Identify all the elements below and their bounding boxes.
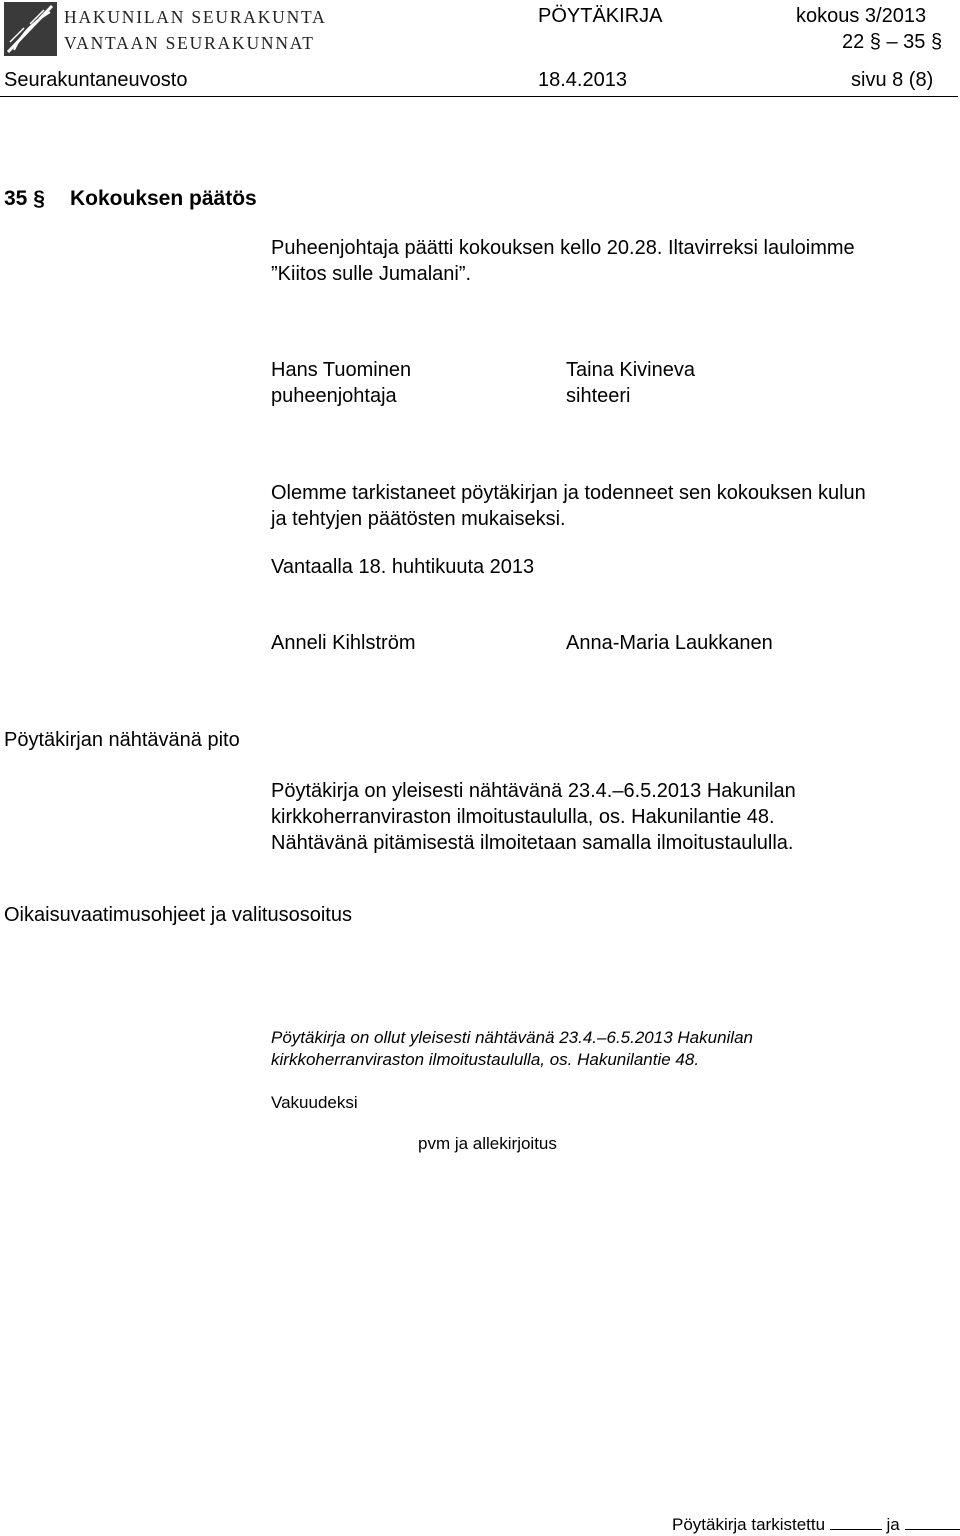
display-line: kirkkoherranviraston ilmoitustaululla, os. Hakunilantie 48. [271,806,775,828]
appeal-heading: Oikaisuvaatimusohjeet ja valitusosoitus [4,904,352,926]
org-name-line1: HAKUNILAN SEURAKUNTA [64,7,327,27]
display-line: Nähtävänä pitämisestä ilmoitetaan samalla ilmoitustaululla. [271,832,794,854]
and-label: ja [886,1515,900,1534]
section-number: 35 § [4,187,45,210]
verification-line: Olemme tarkistaneet pöytäkirjan ja todenneet sen kokouksen kulun [271,482,866,504]
display-certificate [271,1027,753,1071]
display-heading: Pöytäkirjan nähtävänä pito [4,729,240,751]
chair-role: puheenjohtaja [271,385,397,407]
church-logo-icon [4,2,57,56]
governing-body: Seurakuntaneuvosto [4,69,188,91]
display-text [271,778,796,856]
checker-2-name: Anna-Maria Laukkanen [566,632,773,654]
header-divider [0,96,958,97]
chair-signature [271,357,411,409]
checked-label: Pöytäkirja tarkistettu [672,1515,826,1534]
secretary-signature [566,357,695,409]
section-text [271,235,855,287]
certificate-line: Pöytäkirja on ollut yleisesti nähtävänä 23.4.–6.5.2013 Hakunilan [271,1028,753,1047]
org-name-line2: VANTAAN SEURAKUNNAT [64,33,315,53]
meeting-number: kokous 3/2013 [796,5,927,27]
section-text-line: Puheenjohtaja päätti kokouksen kello 20.28. Iltavirreksi lauloimme [271,237,855,259]
place-and-date: Vantaalla 18. huhtikuuta 2013 [271,556,535,578]
certificate-line: kirkkoherranviraston ilmoitustaululla, os. Hakunilantie 48. [271,1050,700,1069]
section-title: Kokouksen päätös [70,187,257,210]
initials-line-1 [830,1515,882,1530]
display-line: Pöytäkirja on yleisesti nähtävänä 23.4.–6.5.2013 Hakunilan [271,780,796,802]
page-number: sivu 8 (8) [851,69,934,91]
attest-label: Vakuudeksi [271,1093,358,1112]
secretary-name: Taina Kivineva [566,359,695,381]
verification-statement [271,480,866,532]
signature-label: pvm ja allekirjoitus [418,1134,557,1153]
meeting-date: 18.4.2013 [538,69,627,91]
document-type: PÖYTÄKIRJA [538,5,663,27]
section-range: 22 § – 35 § [842,31,943,53]
chair-name: Hans Tuominen [271,359,412,381]
verification-line: ja tehtyjen päätösten mukaiseksi. [271,508,566,530]
secretary-role: sihteeri [566,385,631,407]
checker-1-name: Anneli Kihlström [271,632,416,654]
section-text-line: ”Kiitos sulle Jumalani”. [271,263,472,285]
checked-footer [672,1514,960,1536]
initials-line-2 [905,1515,960,1530]
